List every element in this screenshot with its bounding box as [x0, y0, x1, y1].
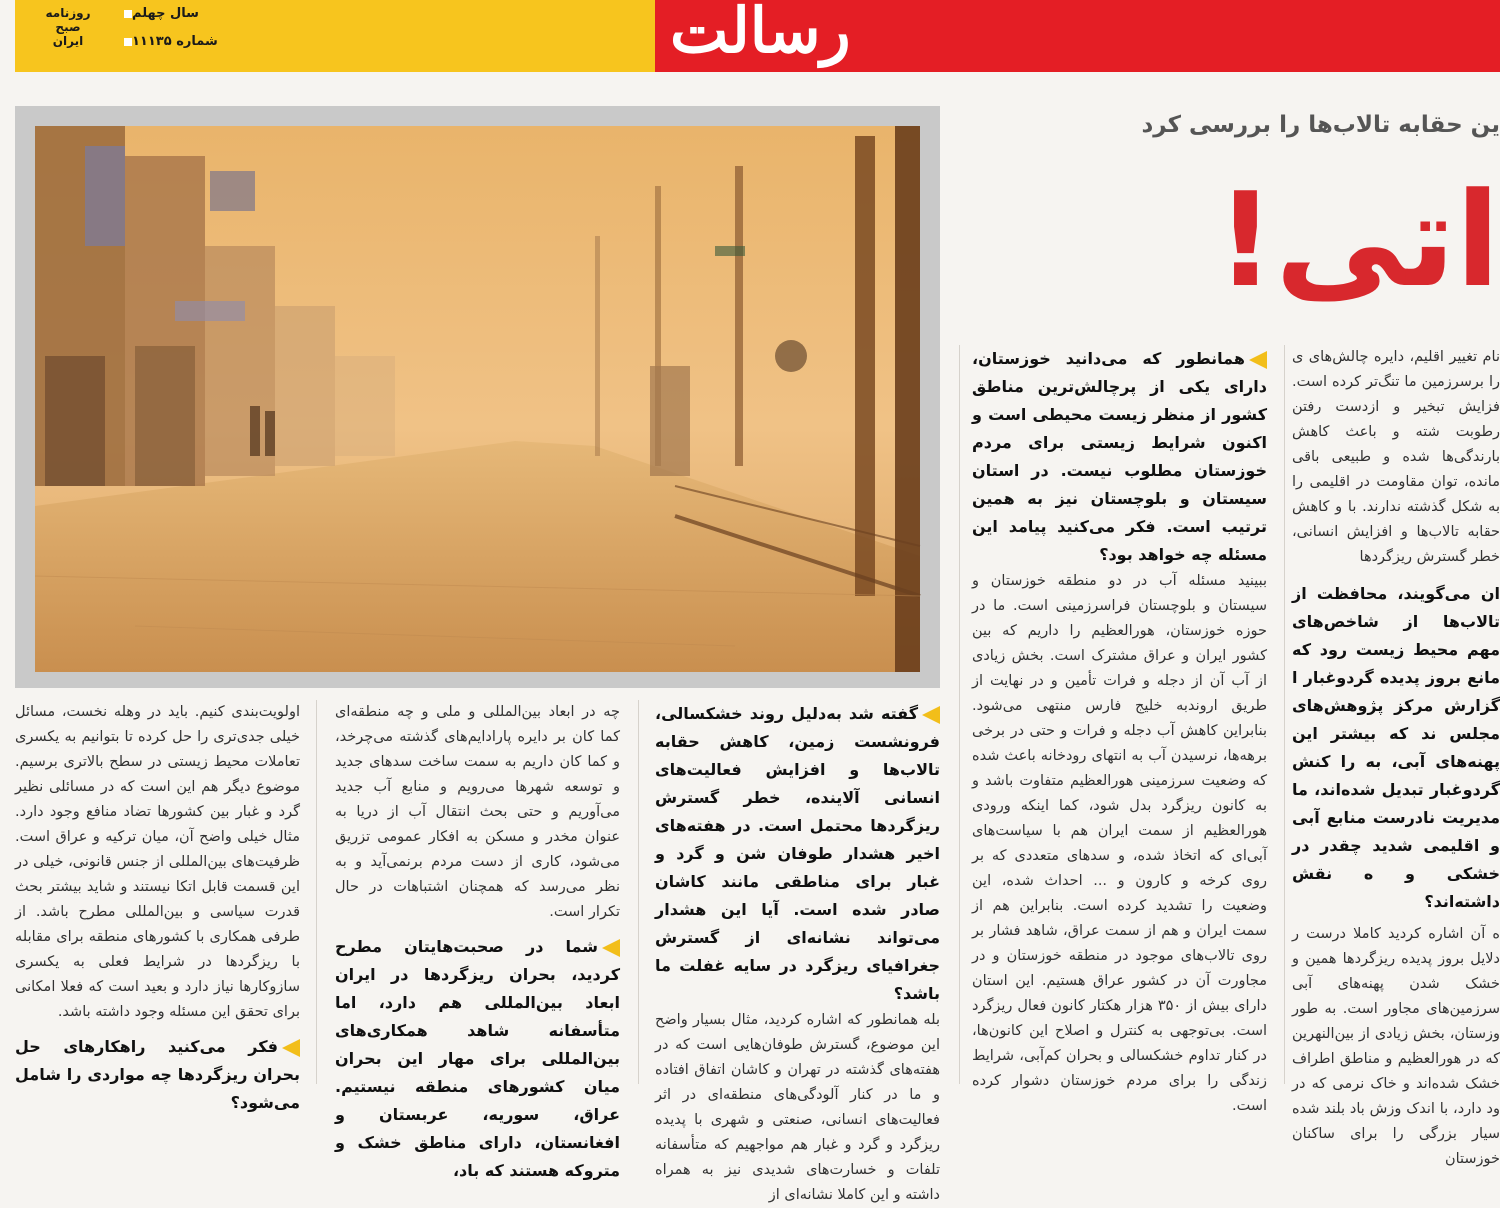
- column-divider: [638, 700, 639, 1084]
- newspaper-logo[interactable]: رسالت: [670, 0, 851, 67]
- article-column-3: [655, 700, 940, 1203]
- article-headline: اتی!: [1215, 164, 1500, 316]
- masthead-yellow-band: [15, 0, 655, 72]
- column-3-question: گفته شد به‌دلیل روند خشکسالی، فرونشست زمین، کاهش حقابه تالاب‌ها و افزایش فعالیت‌های انسانی آلاینده، خطر گسترش ریزگردها محتمل است. در هفته‌های اخیر هشدار طوفان شن و گرد و غبار برای مناطقی مانند کاشان صادر شده است. آیا این هشدار می‌تواند نشانه‌ای از گسترش جغرافیای ریزگرد در سایه غفلت ما باشد؟: [655, 704, 940, 1003]
- column-1-paragraph-1: نام تغییر اقلیم، دایره چالش‌های ی را برسرزمین ما تنگ‌تر کرده است. فزایش تبخیر و ازدست رفتن رطوبت شته و باعث کاهش بارندگی‌ها شده و طبیعی باقی مانده، توان مقاومت در اقلیمی را به شکل گذشته ندارند. با و کاهش حقابه تالاب‌ها و افزایش انسانی، خطر گسترش ریزگردها: [1292, 349, 1500, 565]
- column-divider: [316, 700, 317, 1084]
- bullet-square-icon: [124, 38, 132, 46]
- column-5-question: فکر می‌کنید راهکارهای حل بحران ریزگردها چه مواردی را شامل می‌شود؟: [15, 1037, 300, 1112]
- publication-line-3: ایران: [52, 34, 84, 48]
- column-2-question: همانطور که می‌دانید خوزستان، دارای یکی از پرچالش‌ترین مناطق کشور از منظر زیست محیطی است و اکنون شرایط زیستی برای مردم خوزستان مطلوب نیست. در استان سیستان و بلوچستان نیز به همین ترتیب است. فکر می‌کنید پیامد این مسئله چه خواهد بود؟: [972, 349, 1267, 564]
- publication-line-1: روزنامه: [45, 6, 91, 20]
- article-kicker: ین حقابه تالاب‌ها را بررسی کرد: [1141, 112, 1500, 138]
- column-4-question: شما در صحبت‌هایتان مطرح کردید، بحران ریزگردها در ایران ابعاد بین‌المللی هم دارد، اما متأسفانه شاهد همکاری‌های بین‌المللی برای مهار این بحران میان کشورهای منطقه نیستیم. عراق، سوریه، عربستان و افغانستان، دارای مناطق خشک و متروکه هستند که باد،: [335, 937, 620, 1180]
- column-1-question: ان می‌گویند، محافظت از تالاب‌ها از شاخص‌های مهم محیط زیست رود که مانع بروز پدیده گردوغبار ا گزارش مرکز پژوهش‌های مجلس ند که بیشتر این پهنه‌های آبی، به را کنش گردوغبار تبدیل شده‌اند، ما مدیریت نادرست منابع آبی و اقلیمی شدید چقدر در خشکی و ه نقش داشته‌اند؟: [1292, 584, 1500, 911]
- column-3-paragraph: بله همانطور که اشاره کردید، مثال بسیار واضح این موضوع، گسترش طوفان‌هایی است که در هفته‌های گذشته در تهران و کاشان اتفاق افتاده و ما در کنار آلودگی‌های منطقه‌ای در اثر فعالیت‌های انسانی، صنعتی و شهری با پدیده ریزگرد و گرد و غبار هم مواجهیم که متأسفانه تلفات و خسارت‌های شدیدی نیز به همراه داشته و این کاملا نشانه‌ای از: [655, 1012, 940, 1203]
- article-column-5: [15, 700, 300, 1112]
- question-marker-icon: [1249, 351, 1267, 369]
- publication-line-2: صبح: [55, 20, 81, 34]
- column-1-paragraph-2: ه آن اشاره کردید کاملا درست ر دلایل بروز پدیده ریزگردها همین و خشک شدن پهنه‌های آبی سرزمین‌های مجاور است. به طور وزستان، بخش زیادی از بین‌النهرین که در هورالعظیم و مناطق اطراف خشک شده‌اند و خاک نرمی که در ود دارد، با اندک وزش باد بلند شده سیار بزرگی را برای ساکنان خوزستان: [1292, 926, 1500, 1167]
- column-5-paragraph: اولویت‌بندی کنیم. باید در وهله نخست، مسائل خیلی جدی‌تری را حل کرده تا بتوانیم به یکسری تعاملات محیط زیستی در سطح بالاتری برسیم. موضوع دیگر هم این است که در مسائلی نظیر گرد و غبار بین کشورها تضاد منافع وجود دارد. مثال خیلی واضح آن، میان ترکیه و عراق است. ظرفیت‌های بین‌المللی از جنس قانونی، خیلی در این قسمت قابل اتکا نیستند و شاید بیشتر بحث قدرت سیاسی و بین‌المللی مطرح باشد. از طرفی همکاری با کشورهای منطقه برای مقابله با ریزگردها در شرایط فعلی به یکسری سازوکارها نیاز دارد و بعید است که فعلا امکانی برای تحقق این مسئله وجود داشته باشد.: [15, 704, 300, 1020]
- column-2-paragraph: ببینید مسئله آب در دو منطقه خوزستان و سیستان و بلوچستان فراسرزمینی است. ما در حوزه خوزستان، هورالعظیم را داریم که بین کشور ایران و عراق مشترک است. بخش زیادی از آب آن از دجله و فرات تأمین و در نهایت از طریق اروندبه خلیج فارس منتهی می‌شود. بنابراین کاهش آب دجله و فرات و حتی در برخی برهه‌ها، نرسیدن آب به انتهای رودخانه باعث شده که وضعیت سرزمینی هورالعظیم متفاوت باشد و به کانون ریزگرد بدل شود، کما اینکه ورودی هورالعظیم از سمت ایران هم با سیاست‌های آبی‌ای که اتخاذ شده، و سدهای متعددی که بر روی کرخه و کارون و ... احداث شده، این وضعیت را تشدید کرده است. بنابراین هم از سمت ایران و هم از سمت عراق، شاهد فشار بر روی تالاب‌های موجود در منطقه خوزستان و در مجاورت آن در کشور عراق هستیم. این استان دارای بیش از ۳۵۰ هزار هکتار کانون فعال ریزگرد است. بی‌توجهی به کنترل و اصلاح این کانون‌ها، در کنار تداوم خشکسالی و بحران کم‌آبی، شرایط زندگی را برای مردم خوزستان دشوار کرده است.: [972, 573, 1267, 1114]
- article-column-1: [1292, 345, 1500, 1167]
- issue-label: شماره ۱۱۱۳۵: [118, 34, 218, 49]
- article-column-2: [972, 345, 1267, 1114]
- question-marker-icon: [282, 1039, 300, 1057]
- column-4-paragraph: چه در ابعاد بین‌المللی و ملی و چه منطقه‌ای کما کان بر دایره پارادایم‌های گذشته می‌چرخد، و کما کان داریم به سمت ساخت سدهای جدید و توسعه شهرها می‌رویم و منابع آب جدید می‌آوریم و حتی بحث انتقال آب از دریا به عنوان مخدر و مسکن به افکار عمومی تزریق می‌شود، کاری از دست مردم برنمی‌آید و به نظر می‌رسد که همچنان اشتباهات در حال تکرار است.: [335, 704, 620, 920]
- question-marker-icon: [602, 939, 620, 957]
- article-column-4: [335, 700, 620, 1180]
- column-divider: [1284, 345, 1285, 1084]
- question-marker-icon: [922, 706, 940, 724]
- bullet-square-icon: [124, 10, 132, 18]
- publication-name: [28, 6, 108, 48]
- sandstorm-street-photo: [35, 126, 920, 672]
- column-divider: [959, 345, 960, 1084]
- year-label: سال چهلم: [118, 6, 199, 21]
